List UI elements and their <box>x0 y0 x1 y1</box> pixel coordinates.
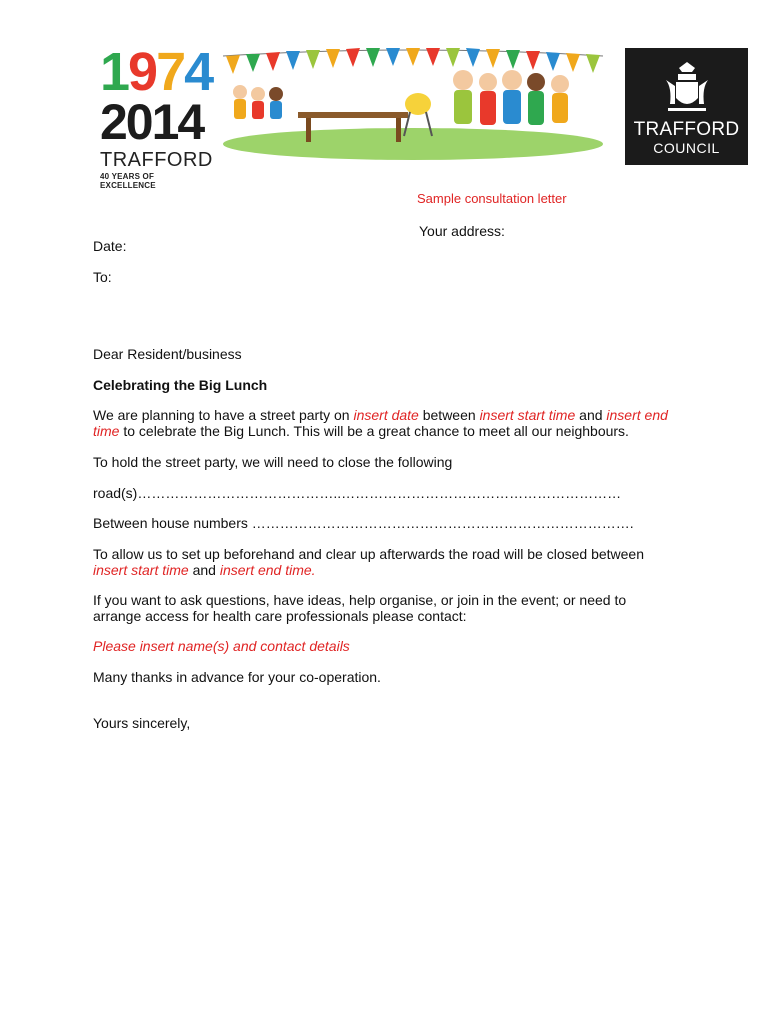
people-right-icon <box>453 70 569 125</box>
thanks-line: Many thanks in advance for your co-operation. <box>93 669 381 685</box>
logo-tagline: 40 YEARS OF EXCELLENCE <box>100 172 156 190</box>
council-name-line1: TRAFFORD <box>633 119 740 140</box>
salutation: Dear Resident/business <box>93 346 242 362</box>
table-icon <box>298 112 408 118</box>
bunting-flags-icon <box>226 48 600 74</box>
insert-end-time-placeholder: insert end <box>606 407 668 423</box>
paragraph-closure-times: To allow us to set up beforehand and clear up afterwards the road will be closed between insert start time and insert end time. <box>93 546 645 578</box>
letter-subject: Celebrating the Big Lunch <box>93 377 268 393</box>
house-numbers-line: Between house numbers ………………………………………………………………………. <box>93 515 634 531</box>
logo-name: TRAFFORD <box>100 149 213 171</box>
roads-line: road(s)……………………………………..…………………………………………………… <box>93 485 622 501</box>
council-name-line2: COUNCIL <box>653 140 720 156</box>
trafford-council-logo <box>625 48 748 165</box>
your-address-label: Your address: <box>419 223 505 239</box>
paragraph-contact: If you want to ask questions, have ideas, help organise, or join in the event; or need to arrange access for health care professionals please contact: <box>93 592 627 624</box>
contact-details-placeholder: Please insert name(s) and contact details <box>93 638 350 654</box>
to-label: To: <box>93 269 112 285</box>
paragraph-street-party: We are planning to have a street party on insert date between insert start time and insert end time to celebrate the Big Lunch. This will be a great chance to meet all our neighbours. <box>93 407 668 439</box>
logo-year-1974: 1974 <box>100 42 213 102</box>
logo-year-2014: 2014 <box>100 94 204 150</box>
people-left-icon <box>233 85 283 119</box>
date-label: Date: <box>93 238 127 254</box>
closing-line: Yours sincerely, <box>93 715 191 731</box>
trafford-40-years-logo <box>100 42 213 190</box>
coat-of-arms-icon <box>662 58 712 116</box>
insert-date-placeholder: insert date <box>353 407 419 423</box>
bbq-grill-icon <box>405 93 431 115</box>
letter-heading: Sample consultation letter <box>417 191 567 206</box>
street-party-illustration <box>218 44 608 164</box>
paragraph-close-roads: To hold the street party, we will need to close the following <box>93 454 453 470</box>
insert-start-time-placeholder: insert start time <box>479 407 576 423</box>
